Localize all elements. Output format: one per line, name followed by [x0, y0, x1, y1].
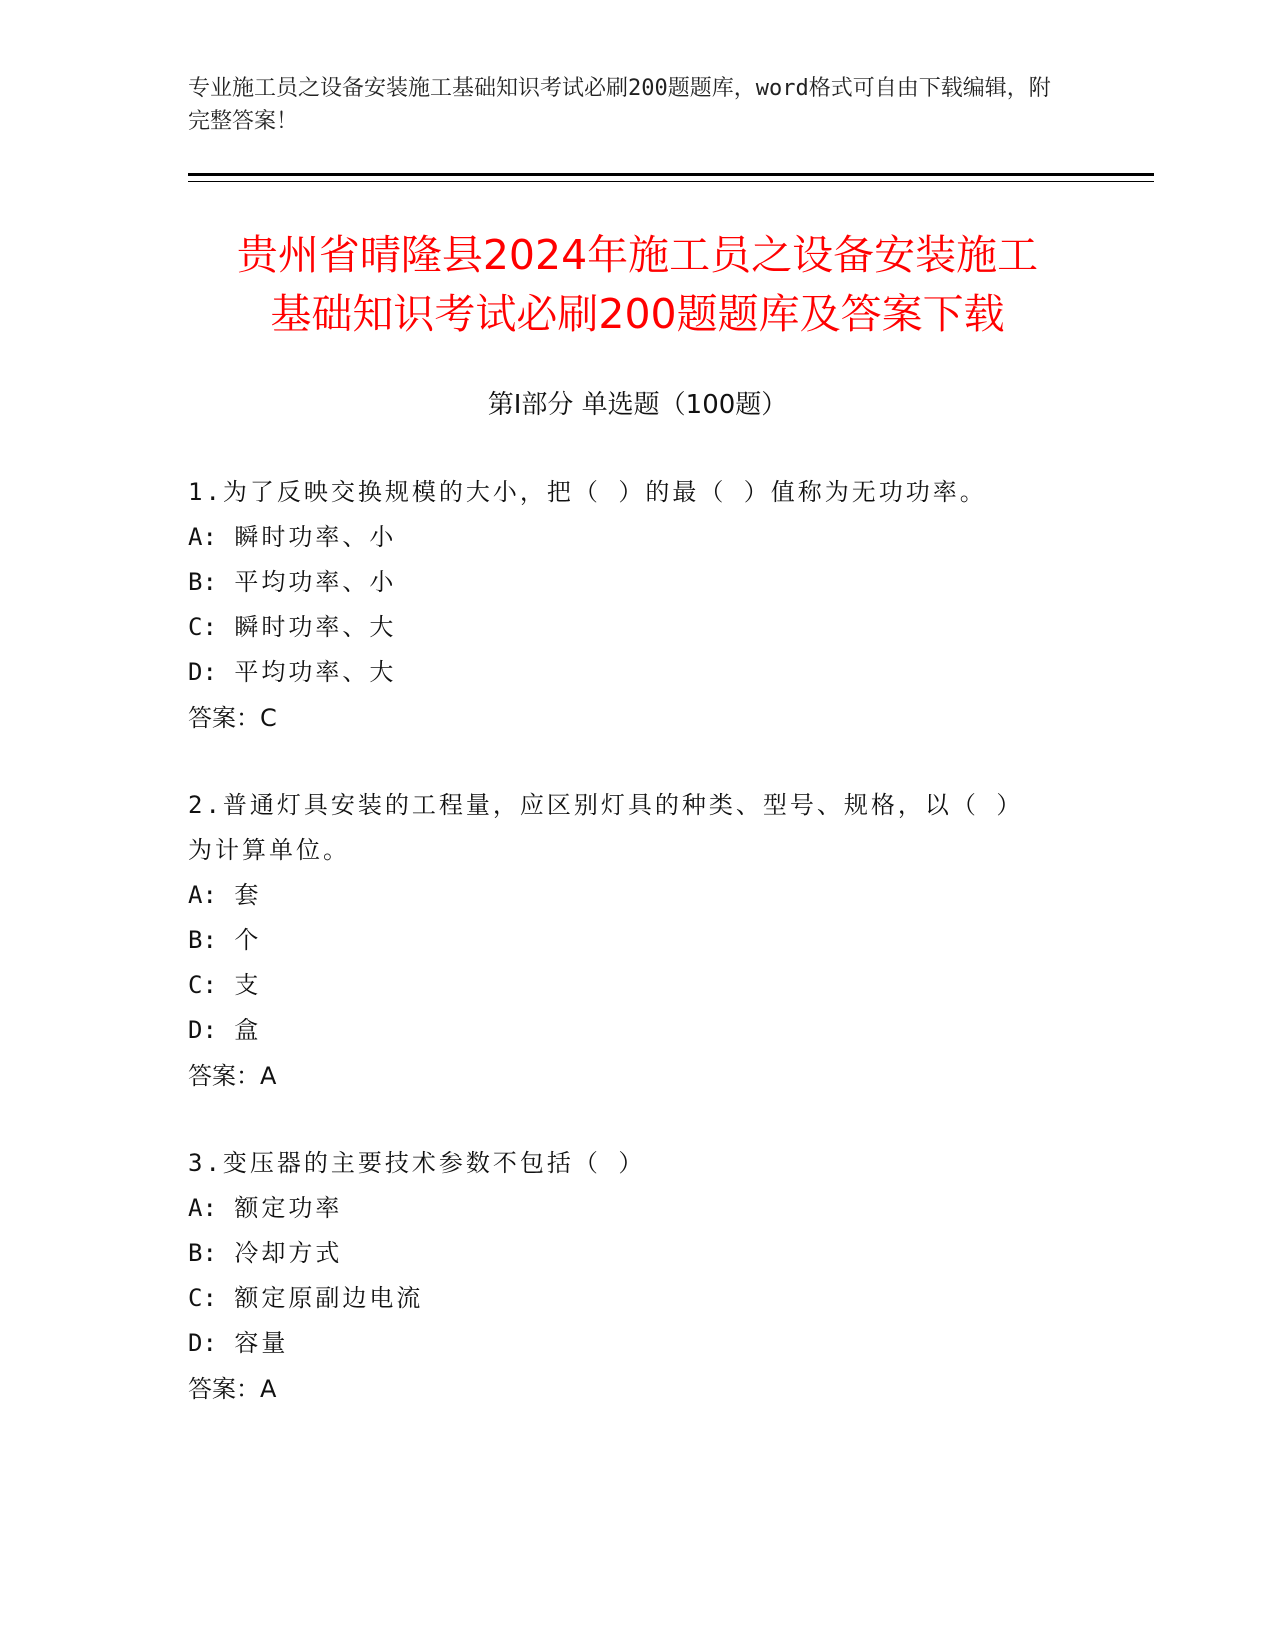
option-label: B: — [188, 568, 217, 596]
option-b — [188, 918, 1068, 963]
option-b — [188, 560, 1068, 605]
option-label: D: — [188, 658, 217, 686]
option-text: 平均功率、大 — [234, 658, 397, 686]
option-text: 支 — [234, 971, 262, 999]
option-b — [188, 1231, 1068, 1276]
option-text: 套 — [234, 881, 262, 909]
question-text: 3.变压器的主要技术参数不包括（ ） — [188, 1149, 646, 1177]
option-d — [188, 1008, 1068, 1053]
option-label: D: — [188, 1329, 217, 1357]
option-label: C: — [188, 613, 217, 641]
option-d — [188, 1321, 1068, 1366]
document-title — [140, 226, 1135, 344]
option-label: A: — [188, 1194, 217, 1222]
document-title-line-2: 基础知识考试必刷200题题库及答案下载 — [270, 290, 1005, 338]
question-2 — [188, 783, 1068, 1099]
option-text: 瞬时功率、大 — [234, 613, 397, 641]
question-text-continued: 为计算单位。 — [188, 836, 350, 864]
question-text: 2.普通灯具安装的工程量，应区别灯具的种类、型号、规格，以（ ） — [188, 791, 1024, 819]
header-rule-thick — [188, 173, 1154, 176]
option-text: 容量 — [234, 1329, 289, 1357]
option-label: A: — [188, 523, 217, 551]
question-text: 1.为了反映交换规模的大小，把（ ）的最（ ）值称为无功功率。 — [188, 478, 987, 506]
option-label: A: — [188, 881, 217, 909]
document-title-line-1: 贵州省晴隆县2024年施工员之设备安装施工 — [236, 231, 1039, 279]
option-text: 平均功率、小 — [234, 568, 397, 596]
option-text: 瞬时功率、小 — [234, 523, 397, 551]
option-a — [188, 1186, 1068, 1231]
question-3 — [188, 1141, 1068, 1412]
option-a — [188, 873, 1068, 918]
question-1 — [188, 470, 1068, 741]
option-label: B: — [188, 1239, 217, 1267]
option-text: 额定功率 — [234, 1194, 343, 1222]
option-text: 个 — [234, 926, 262, 954]
option-label: C: — [188, 1284, 217, 1312]
question-list — [188, 470, 1068, 1454]
option-text: 冷却方式 — [234, 1239, 343, 1267]
option-c — [188, 605, 1068, 650]
option-d — [188, 650, 1068, 695]
option-c — [188, 963, 1068, 1008]
section-title: 第Ⅰ部分 单选题（100题） — [487, 390, 788, 420]
header-rule-thin — [188, 181, 1154, 182]
option-text: 额定原副边电流 — [234, 1284, 424, 1312]
option-c — [188, 1276, 1068, 1321]
option-text: 盒 — [234, 1016, 262, 1044]
answer: 答案：A — [188, 1062, 277, 1090]
answer: 答案：C — [188, 704, 277, 732]
option-a — [188, 515, 1068, 560]
option-label: C: — [188, 971, 217, 999]
option-label: B: — [188, 926, 217, 954]
header-note: 专业施工员之设备安装施工基础知识考试必刷200题题库，word格式可自由下载编辑，附完整答案！ — [188, 76, 1051, 134]
option-label: D: — [188, 1016, 217, 1044]
answer: 答案：A — [188, 1375, 277, 1403]
